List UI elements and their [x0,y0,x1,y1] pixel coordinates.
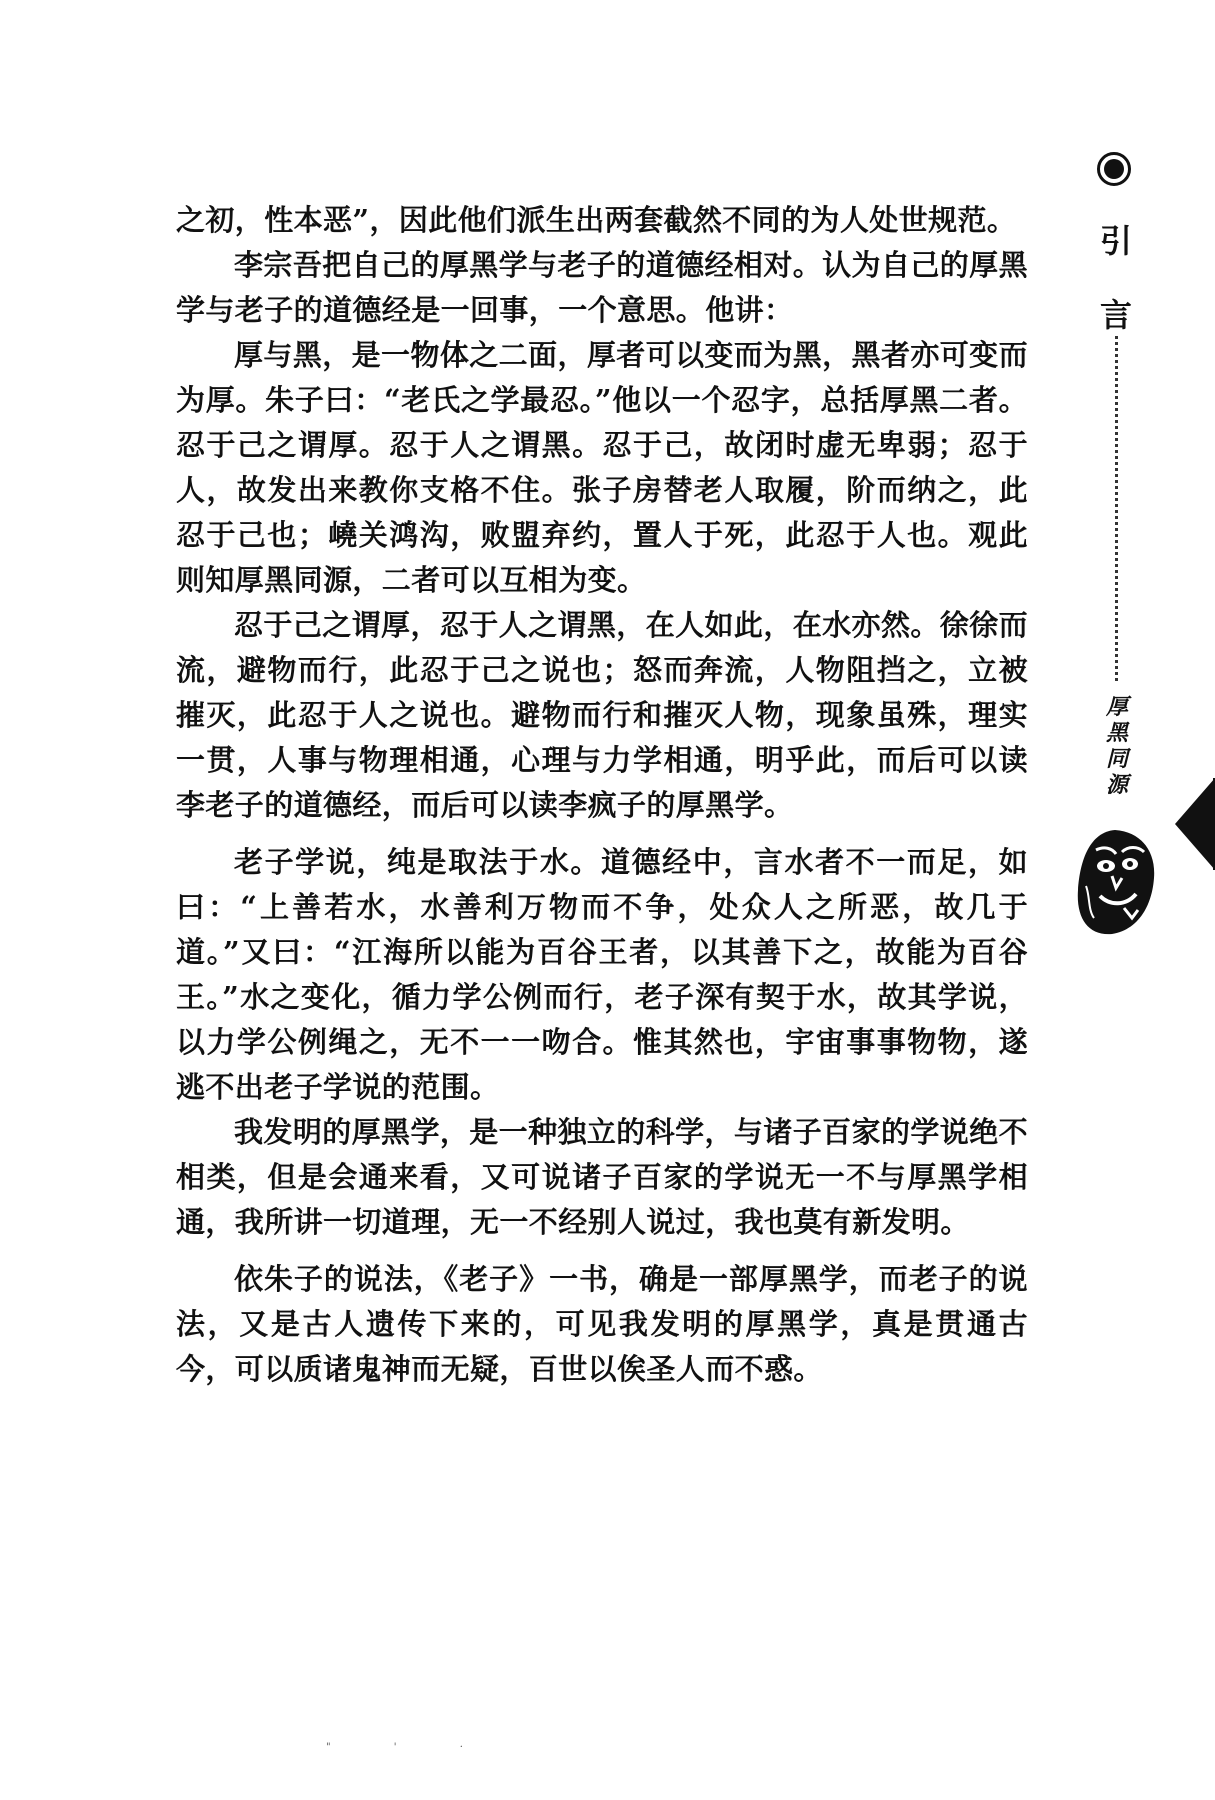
quote-paragraph-4: 我发明的厚黑学，是一种独立的科学，与诸子百家的学说绝不相类，但是会通来看，又可说诸子百家的学说无一不与厚黑学相通，我所讲一切道理，无一不经别人说过，我也莫有新发明。 [176,1115,1028,1239]
footer-marks: " ' · [326,1742,493,1753]
mask-emblem-icon [1072,826,1158,938]
chapter-title-char-2: 言 [1099,296,1132,334]
section-title-char: 同 [1105,746,1128,772]
quote-paragraph-2: 忍于己之谓厚，忍于人之谓黑，在人如此，在水亦然。徐徐而流，避物而行，此忍于己之说也；怒而奔流，人物阻挡之，立被摧灭，此忍于人之说也。避物而行和摧灭人物，现象虽殊，理实一贯，人事与物理相通，心理与力学相通，明乎此，而后可以读李老子的道德经，而后可以读李疯子的厚黑学。 [176,608,1028,822]
chapter-title-char-1: 引 [1099,222,1132,260]
quote-paragraph-3: 老子学说，纯是取法于水。道德经中，言水者不一而足，如曰：“上善若水，水善利万物而不争，处众人之所恶，故几于道。”又曰：“江海所以能为百谷王者，以其善下之，故能为百谷王。”水之变化，循力学公例而行，老子深有契于水，故其学说，以力学公例绳之，无不一一吻合。惟其然也，宇宙事事物物，遂逃不出老子学说的范围。 [176,845,1028,1104]
section-title [1100,694,1134,798]
body-text [176,198,1028,1392]
left-arrow-tab-icon [1175,778,1215,870]
dotted-divider [1115,336,1118,681]
quote-paragraph-1: 厚与黑，是一物体之二面，厚者可以变而为黑，黑者亦可变而为厚。朱子曰：“老氏之学最忍。”他以一个忍字，总括厚黑二者。忍于己之谓厚。忍于人之谓黑。忍于己，故闭时虚无卑弱；忍于人，故发出来教你支格不住。张子房替老人取履，阶而纳之，此忍于己也；嶢关鸿沟，败盟弃约，置人于死，此忍于人也。观此则知厚黑同源，二者可以互相为变。 [176,338,1028,597]
paragraph-1: 之初，性本恶”，因此他们派生出两套截然不同的为人处世规范。 [176,203,1017,237]
section-title-char: 黑 [1105,720,1128,746]
section-title-char: 源 [1105,772,1128,798]
section-title-char: 厚 [1105,694,1128,720]
paragraph-last: 依朱子的说法，《老子》一书，确是一部厚黑学，而老子的说法，又是古人遗传下来的，可见我发明的厚黑学，真是贯通古今，可以质诸鬼神而无疑，百世以俟圣人而不惑。 [176,1262,1028,1386]
bullseye-icon [1097,152,1131,186]
paragraph-2: 李宗吾把自己的厚黑学与老子的道德经相对。认为自己的厚黑学与老子的道德经是一回事，一个意思。他讲： [176,248,1028,327]
